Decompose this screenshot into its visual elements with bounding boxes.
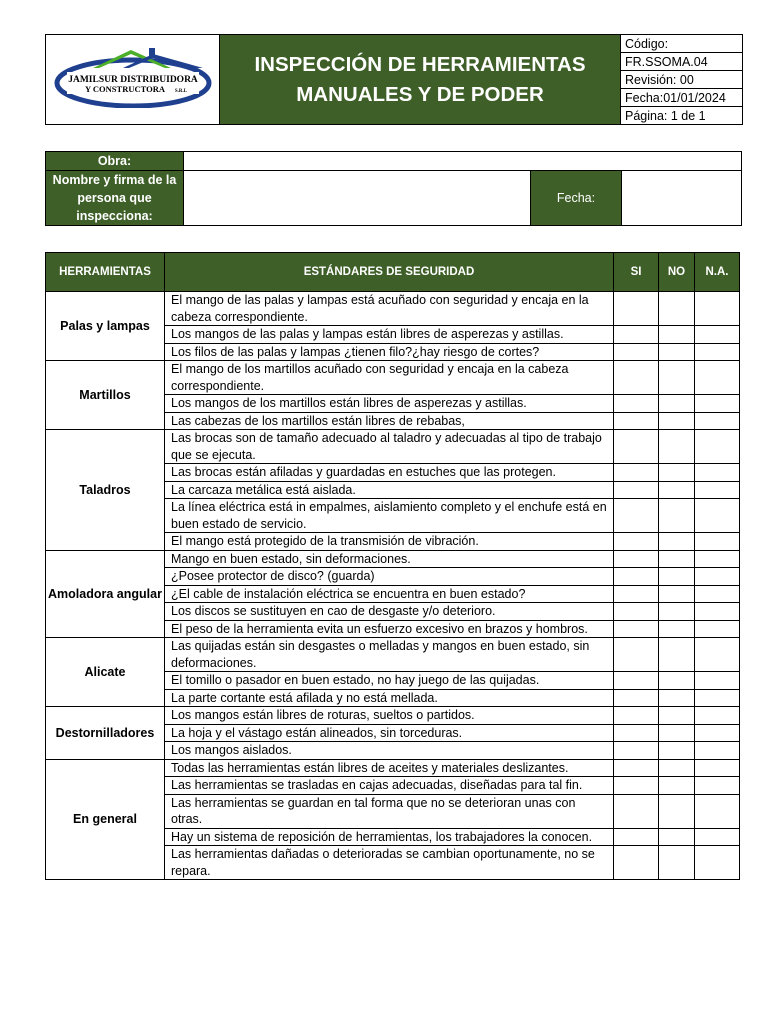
check-cell-na[interactable] — [695, 742, 740, 760]
check-cell-no[interactable] — [659, 828, 695, 846]
tool-name: Martillos — [46, 361, 165, 430]
safety-standard: Las herramientas se trasladas en cajas adecuadas, diseñadas para tal fin. — [165, 777, 614, 795]
fecha-value: Fecha:01/01/2024 — [621, 89, 743, 107]
safety-standard: ¿Posee protector de disco? (guarda) — [165, 568, 614, 586]
safety-standard: Los discos se sustituyen en cao de desgaste y/o deterioro. — [165, 603, 614, 621]
check-cell-na[interactable] — [695, 620, 740, 638]
check-cell-si[interactable] — [614, 689, 659, 707]
check-cell-si[interactable] — [614, 464, 659, 482]
check-cell-si[interactable] — [614, 828, 659, 846]
check-cell-na[interactable] — [695, 638, 740, 672]
check-cell-si[interactable] — [614, 638, 659, 672]
document-title — [220, 35, 621, 125]
check-cell-no[interactable] — [659, 361, 695, 395]
safety-standard: Los filos de las palas y lampas ¿tienen filo?¿hay riesgo de cortes? — [165, 343, 614, 361]
tool-name: Taladros — [46, 430, 165, 551]
check-cell-si[interactable] — [614, 430, 659, 464]
checklist-table — [45, 252, 740, 880]
safety-standard: Las brocas son de tamaño adecuado al taladro y adecuadas al tipo de trabajo que se ejecuta. — [165, 430, 614, 464]
check-cell-si[interactable] — [614, 603, 659, 621]
check-cell-na[interactable] — [695, 550, 740, 568]
obra-field[interactable] — [184, 152, 742, 171]
logo-text-line1: JAMILSUR DISTRIBUIDORA — [67, 75, 198, 85]
check-cell-na[interactable] — [695, 724, 740, 742]
check-cell-si[interactable] — [614, 412, 659, 430]
check-cell-no[interactable] — [659, 846, 695, 880]
check-cell-no[interactable] — [659, 603, 695, 621]
check-cell-na[interactable] — [695, 689, 740, 707]
check-cell-no[interactable] — [659, 343, 695, 361]
check-cell-na[interactable] — [695, 326, 740, 344]
check-cell-si[interactable] — [614, 742, 659, 760]
codigo-label: Código: — [621, 35, 743, 53]
check-cell-na[interactable] — [695, 603, 740, 621]
fecha-field[interactable] — [622, 171, 742, 226]
tool-name: En general — [46, 759, 165, 880]
col-header-no: NO — [659, 253, 695, 292]
safety-standard: Todas las herramientas están libres de aceites y materiales deslizantes. — [165, 759, 614, 777]
check-cell-na[interactable] — [695, 777, 740, 795]
title-line-2: MANUALES Y DE PODER — [296, 82, 544, 106]
company-logo — [46, 35, 220, 125]
pagina-value: Página: 1 de 1 — [621, 107, 743, 125]
check-cell-no[interactable] — [659, 777, 695, 795]
safety-standard: Las herramientas dañadas o deterioradas se cambian oportunamente, no se repara. — [165, 846, 614, 880]
check-cell-si[interactable] — [614, 326, 659, 344]
safety-standard: La parte cortante está afilada y no está mellada. — [165, 689, 614, 707]
revision-value: Revisión: 00 — [621, 71, 743, 89]
check-cell-no[interactable] — [659, 672, 695, 690]
inspector-label: Nombre y firma de la persona que inspecciona: — [46, 171, 184, 226]
codigo-value: FR.SSOMA.04 — [621, 53, 743, 71]
table-row — [46, 759, 740, 777]
check-cell-no[interactable] — [659, 412, 695, 430]
check-cell-no[interactable] — [659, 585, 695, 603]
check-cell-si[interactable] — [614, 481, 659, 499]
safety-standard: Las brocas están afiladas y guardadas en estuches que las protegen. — [165, 464, 614, 482]
document-header — [45, 34, 743, 125]
table-row — [46, 361, 740, 395]
check-cell-na[interactable] — [695, 361, 740, 395]
check-cell-no[interactable] — [659, 707, 695, 725]
check-cell-na[interactable] — [695, 430, 740, 464]
table-row — [46, 638, 740, 672]
check-cell-si[interactable] — [614, 585, 659, 603]
col-header-si: SI — [614, 253, 659, 292]
col-header-tools: HERRAMIENTAS — [46, 253, 165, 292]
check-cell-si[interactable] — [614, 343, 659, 361]
check-cell-no[interactable] — [659, 620, 695, 638]
check-cell-no[interactable] — [659, 550, 695, 568]
safety-standard: ¿El cable de instalación eléctrica se encuentra en buen estado? — [165, 585, 614, 603]
check-cell-no[interactable] — [659, 292, 695, 326]
check-cell-na[interactable] — [695, 533, 740, 551]
safety-standard: Los mangos de los martillos están libres de asperezas y astillas. — [165, 395, 614, 413]
title-line-1: INSPECCIÓN DE HERRAMIENTAS — [254, 52, 586, 76]
check-cell-si[interactable] — [614, 672, 659, 690]
inspection-info — [45, 151, 742, 226]
safety-standard: Las cabezas de los martillos están libres de rebabas, — [165, 412, 614, 430]
check-cell-si[interactable] — [614, 550, 659, 568]
check-cell-na[interactable] — [695, 846, 740, 880]
check-cell-si[interactable] — [614, 707, 659, 725]
check-cell-si[interactable] — [614, 794, 659, 828]
check-cell-na[interactable] — [695, 828, 740, 846]
safety-standard: La carcaza metálica está aislada. — [165, 481, 614, 499]
obra-label: Obra: — [46, 152, 184, 171]
check-cell-na[interactable] — [695, 568, 740, 586]
check-cell-no[interactable] — [659, 481, 695, 499]
tool-name: Palas y lampas — [46, 292, 165, 361]
check-cell-na[interactable] — [695, 499, 740, 533]
safety-standard: El peso de la herramienta evita un esfuerzo excesivo en brazos y hombros. — [165, 620, 614, 638]
check-cell-na[interactable] — [695, 707, 740, 725]
check-cell-na[interactable] — [695, 395, 740, 413]
check-cell-no[interactable] — [659, 742, 695, 760]
col-header-na: N.A. — [695, 253, 740, 292]
check-cell-na[interactable] — [695, 464, 740, 482]
safety-standard: El mango de los martillos acuñado con seguridad y encaja en la cabeza correspondiente. — [165, 361, 614, 395]
check-cell-no[interactable] — [659, 759, 695, 777]
check-cell-no[interactable] — [659, 395, 695, 413]
check-cell-no[interactable] — [659, 326, 695, 344]
fecha-label: Fecha: — [531, 171, 622, 226]
check-cell-no[interactable] — [659, 499, 695, 533]
check-cell-no[interactable] — [659, 533, 695, 551]
safety-standard: Las quijadas están sin desgastes o melladas y mangos en buen estado, sin deformaciones. — [165, 638, 614, 672]
col-header-standards: ESTÁNDARES DE SEGURIDAD — [165, 253, 614, 292]
table-row — [46, 707, 740, 725]
check-cell-na[interactable] — [695, 759, 740, 777]
safety-standard: La línea eléctrica está in empalmes, aislamiento completo y el enchufe está en buen estado de servicio. — [165, 499, 614, 533]
table-row — [46, 550, 740, 568]
check-cell-si[interactable] — [614, 499, 659, 533]
check-cell-si[interactable] — [614, 395, 659, 413]
check-cell-no[interactable] — [659, 794, 695, 828]
safety-standard: Mango en buen estado, sin deformaciones. — [165, 550, 614, 568]
safety-standard: El mango está protegido de la transmisión de vibración. — [165, 533, 614, 551]
check-cell-si[interactable] — [614, 759, 659, 777]
check-cell-no[interactable] — [659, 464, 695, 482]
tool-name: Alicate — [46, 638, 165, 707]
check-cell-si[interactable] — [614, 620, 659, 638]
inspector-field[interactable] — [184, 171, 531, 226]
check-cell-na[interactable] — [695, 343, 740, 361]
check-cell-no[interactable] — [659, 724, 695, 742]
check-cell-si[interactable] — [614, 361, 659, 395]
safety-standard: Los mangos aislados. — [165, 742, 614, 760]
safety-standard: El mango de las palas y lampas está acuñado con seguridad y encaja en la cabeza correspondiente. — [165, 292, 614, 326]
check-cell-si[interactable] — [614, 724, 659, 742]
check-cell-si[interactable] — [614, 568, 659, 586]
check-cell-si[interactable] — [614, 292, 659, 326]
check-cell-si[interactable] — [614, 846, 659, 880]
safety-standard: Los mangos de las palas y lampas están libres de asperezas y astillas. — [165, 326, 614, 344]
check-cell-no[interactable] — [659, 638, 695, 672]
check-cell-si[interactable] — [614, 533, 659, 551]
check-cell-no[interactable] — [659, 430, 695, 464]
check-cell-na[interactable] — [695, 585, 740, 603]
check-cell-na[interactable] — [695, 672, 740, 690]
check-cell-na[interactable] — [695, 481, 740, 499]
tool-name: Destornilladores — [46, 707, 165, 760]
safety-standard: Los mangos están libres de roturas, sueltos o partidos. — [165, 707, 614, 725]
tool-name: Amoladora angular — [46, 550, 165, 638]
check-cell-na[interactable] — [695, 794, 740, 828]
logo-text-suffix: S.R.L — [174, 89, 187, 94]
safety-standard: Hay un sistema de reposición de herramientas, los trabajadores la conocen. — [165, 828, 614, 846]
house-logo-icon — [53, 46, 213, 108]
safety-standard: La hoja y el vástago están alineados, sin torceduras. — [165, 724, 614, 742]
check-cell-no[interactable] — [659, 568, 695, 586]
safety-standard: Las herramientas se guardan en tal forma que no se deterioran unas con otras. — [165, 794, 614, 828]
logo-text-line2: Y CONSTRUCTORA — [84, 84, 165, 94]
check-cell-na[interactable] — [695, 292, 740, 326]
table-row — [46, 292, 740, 326]
check-cell-si[interactable] — [614, 777, 659, 795]
check-cell-na[interactable] — [695, 412, 740, 430]
table-row — [46, 430, 740, 464]
check-cell-no[interactable] — [659, 689, 695, 707]
safety-standard: El tomillo o pasador en buen estado, no hay juego de las quijadas. — [165, 672, 614, 690]
